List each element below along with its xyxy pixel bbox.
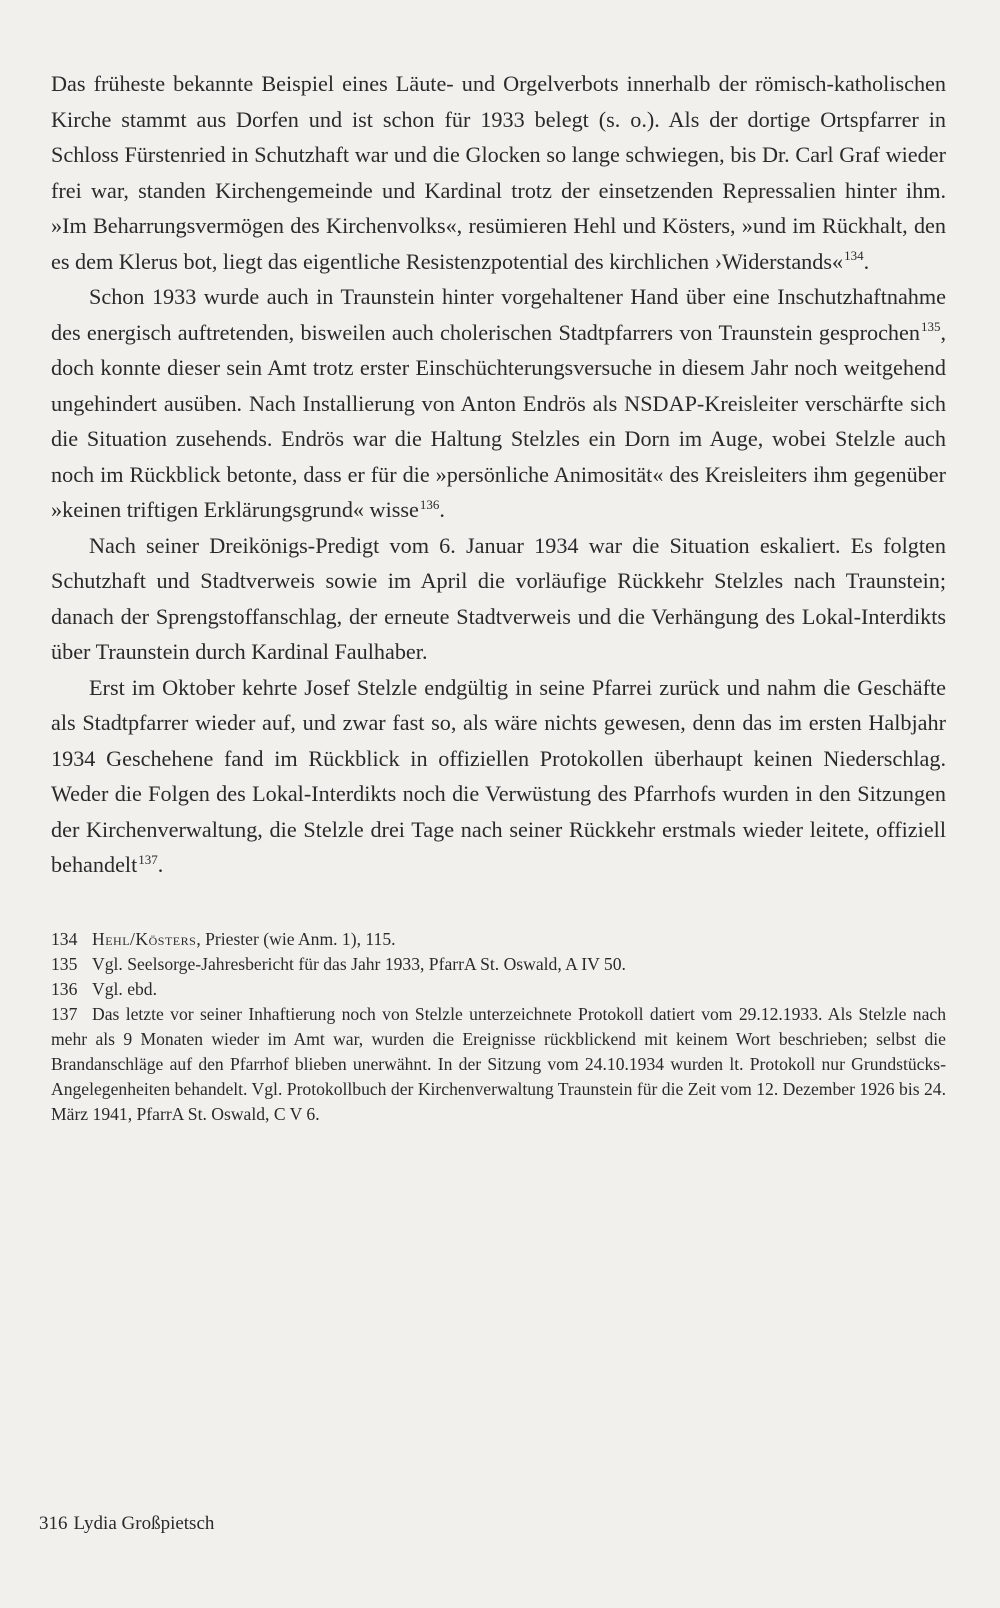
page-content <box>51 66 946 1127</box>
paragraph-2-text-mid: , doch konnte dieser sein Amt trotz erster Einschüchterungsversuche in diesem Jahr noch weitgehend ungehindert ausüben. Nach Installierung von Anton Endrös als NSDAP-Kreisleiter verschärfte sich die Situation zusehends. Endrös war die Haltung Stelzles ein Dorn im Auge, wobei Stelzle auch noch im Rückblick betonte, dass er für die »persönliche Animosität« des Kreisleiters ihm gegenüber »keinen triftigen Erklärungsgrund« wisse <box>51 319 946 522</box>
footnote-ref-137[interactable]: 137 <box>138 851 158 867</box>
footnote-text: Vgl. Seelsorge-Jahresbericht für das Jahr 1933, PfarrA St. Oswald, A IV 50. <box>92 953 626 974</box>
running-author: Lydia Großpietsch <box>73 1513 215 1534</box>
footnote-ref-136[interactable]: 136 <box>419 496 440 512</box>
paragraph-4-text-end: . <box>157 852 164 877</box>
paragraph-1-text-end: . <box>863 248 870 274</box>
footnote-number: 137 <box>51 1003 78 1024</box>
paragraph-4-text: Erst im Oktober kehrte Josef Stelzle endgültig in seine Pfarrei zurück und nahm die Geschäfte als Stadtpfarrer wieder auf, und zwar fast so, als wäre nichts gewesen, denn das im ersten Halbjahr 1934 Geschehene fand im Rückblick in offiziellen Protokollen überhaupt keinen Niederschlag. Weder die Folgen des Lokal-Interdikts noch die Verwüstung des Pfarrhofs wurden in den Sitzungen der Kirchenverwaltung, die Stelzle drei Tage nach seiner Rückkehr erstmals wieder leitete, offiziell behandelt <box>51 674 946 877</box>
paragraph-2-text: Schon 1933 wurde auch in Traunstein hinter vorgehaltener Hand über eine Inschutzhaftnahme des energisch auftretenden, bisweilen auch cholerischen Stadtpfarrers von Traunstein gesprochen <box>51 284 946 345</box>
paragraph-2 <box>51 279 946 528</box>
paragraph-1 <box>51 66 946 279</box>
page-footer <box>39 1512 214 1536</box>
paragraph-2-text-end: . <box>439 497 445 522</box>
footnotes <box>51 927 946 1127</box>
paragraph-3-text: Nach seiner Dreikönigs-Predigt vom 6. Januar 1934 war die Situation eskaliert. Es folgten Schutzhaft und Stadtverweis sowie im April die vorläufige Rückkehr Stelzles nach Traunstein; danach der Sprengstoffanschlag, der erneute Stadtverweis und die Verhängung des Lokal-Interdikts über Traunstein durch Kardinal Faulhaber. <box>51 532 946 664</box>
footnote-number: 135 <box>51 953 78 974</box>
body-text <box>51 66 946 883</box>
footnote-text: Das letzte vor seiner Inhaftierung noch von Stelzle unterzeichnete Protokoll datiert vom 29.12.1933. Als Stelzle nach mehr als 9 Monaten wieder im Amt war, wurden die Ereignisse rückblickend mit keinem Wort beschrieben; selbst die Brandanschläge auf den Pfarrhof blieben unerwähnt. In der Sitzung vom 24.10.1934 wurden lt. Protokoll nur Grundstücks-Angelegenheiten behandelt. Vgl. Protokollbuch der Kirchenverwaltung Traunstein für die Zeit vom 12. Dezember 1926 bis 24. März 1941, PfarrA St. Oswald, C V 6. <box>51 1003 946 1124</box>
paragraph-1-text: Das früheste bekannte Beispiel eines Läute- und Orgelverbots innerhalb der römisch-katholischen Kirche stammt aus Dorfen und ist schon für 1933 belegt (s. o.). Als der dortige Ortspfarrer in Schloss Fürstenried in Schutzhaft war und die Glocken so lange schwiegen, bis Dr. Carl Graf wieder frei war, standen Kirchengemeinde und Kardinal trotz der einsetzenden Repressalien hinter ihm. »Im Beharrungsvermögen des Kirchenvolks«, resümieren Hehl und Kösters, »und im Rückhalt, den es dem Klerus bot, liegt das eigentliche Resistenzpotential des kirchlichen ›Widerstands« <box>51 71 946 274</box>
footnote-author: Hehl/Kösters <box>92 928 197 949</box>
footnote-number: 134 <box>51 928 78 949</box>
footnote-137 <box>51 1002 946 1127</box>
paragraph-3 <box>51 528 946 670</box>
footnote-text: , Priester (wie Anm. 1), 115. <box>196 928 396 949</box>
footnote-number: 136 <box>51 978 78 999</box>
footnote-136 <box>51 977 946 1002</box>
footnote-ref-134[interactable]: 134 <box>844 248 864 264</box>
footnote-135 <box>51 952 946 977</box>
footnote-text: Vgl. ebd. <box>92 978 157 999</box>
footnote-134 <box>51 927 946 952</box>
paragraph-4 <box>51 670 946 883</box>
footnote-ref-135[interactable]: 135 <box>920 319 941 335</box>
page-number: 316 <box>39 1513 68 1534</box>
